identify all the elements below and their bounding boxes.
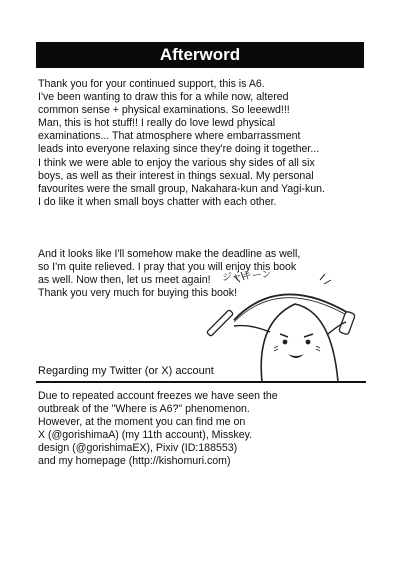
text-line: And it looks like I'll somehow make the deadline as well, xyxy=(38,248,301,260)
text-line: However, at the moment you can find me on xyxy=(38,416,246,429)
text-line: favourites were the small group, Nakahara-kun and Yagi-kun. xyxy=(38,182,325,195)
text-line: as well. Now then, let us meet again! xyxy=(38,274,211,287)
text-line: boys, as well as their interest in things sexual. My personal xyxy=(38,169,314,182)
text-line: I've been wanting to draw this for a while now, altered xyxy=(38,91,289,104)
text-line: I think we were able to enjoy the various shy sides of all six xyxy=(38,156,315,169)
text-line: X (@gorishimaA) (my 11th account), Misskey. xyxy=(38,429,253,442)
text-line: Thank you very much for buying this book! xyxy=(38,287,238,300)
text-line: common sense + physical examinations. So leeewd!!! xyxy=(38,104,290,117)
page-title: Afterword xyxy=(159,45,241,64)
text-line: examinations... That atmosphere where embarrassment xyxy=(38,130,301,143)
text-line: design (@gorishimaEX), Pixiv (ID:188553) xyxy=(38,442,238,455)
section-title: Regarding my Twitter (or X) account xyxy=(38,365,214,377)
sfx-text: ジャキーン xyxy=(221,269,272,284)
text-line: so I'm quite relieved. I pray that you will enjoy this book xyxy=(38,261,297,274)
text-line: Thank you for your continued support, this is A6. xyxy=(38,78,265,90)
text-line: I do like it when small boys chatter with each other. xyxy=(38,195,277,208)
text-line: Man, this is hot stuff!! I really do love lewd physical xyxy=(38,117,276,130)
text-line: leads into everyone relaxing since they're doing it together... xyxy=(38,143,320,156)
account-paragraph xyxy=(38,390,370,469)
text-line: outbreak of the "Where is A6?" phenomenon. xyxy=(38,403,250,416)
text-line: Due to repeated account freezes we have seen the xyxy=(38,390,278,402)
text-line: and my homepage (http://kishomuri.com) xyxy=(38,455,231,468)
divider xyxy=(36,381,366,383)
afterword-banner xyxy=(36,42,364,68)
thanks-paragraph xyxy=(38,78,370,209)
mascot-with-jump-rope-icon xyxy=(200,262,380,382)
